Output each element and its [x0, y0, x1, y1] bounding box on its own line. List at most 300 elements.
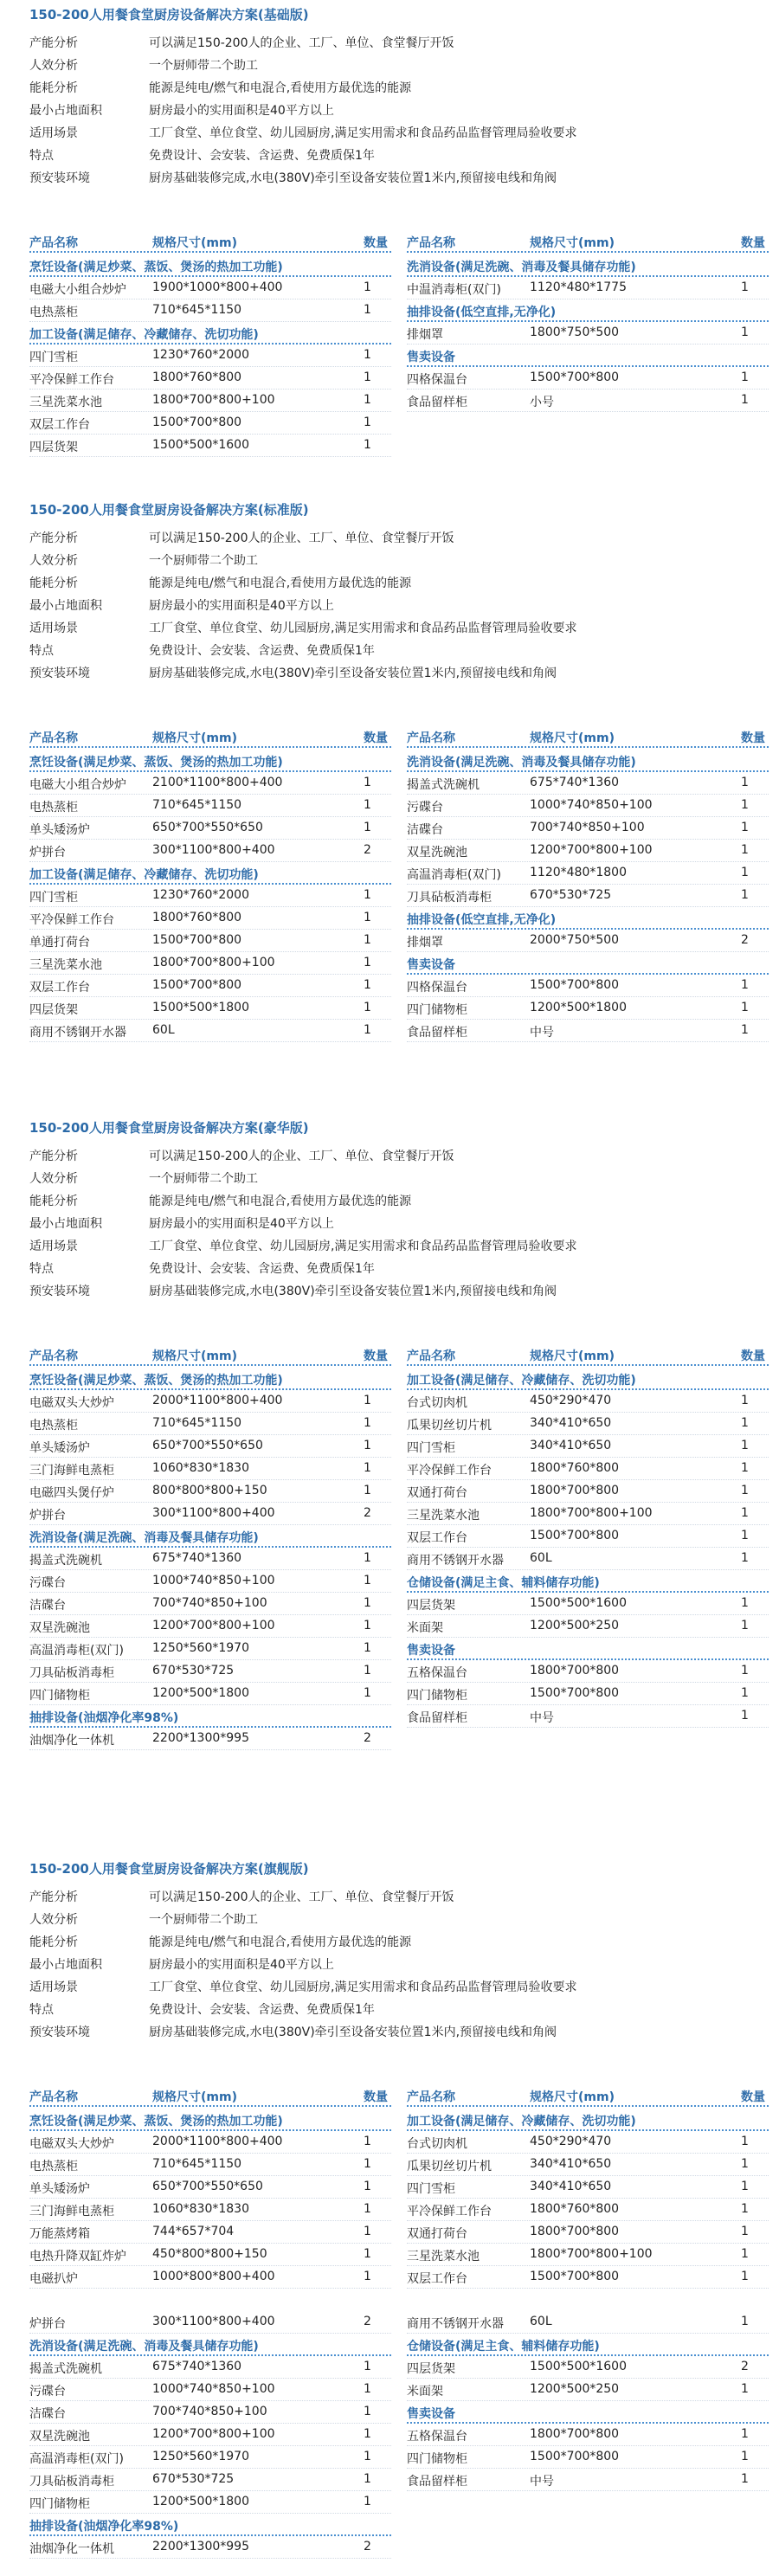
equipment-qty: 1 [741, 2427, 749, 2441]
info-label: 人效分析 [29, 1172, 78, 1186]
equipment-row [29, 2491, 391, 2514]
equipment-spec: 60L [530, 2315, 552, 2328]
equipment-spec: 1900*1000*800+400 [152, 280, 283, 294]
info-label: 能耗分析 [29, 1935, 78, 1949]
equipment-spec: 60L [530, 1551, 552, 1565]
equipment-qty: 1 [741, 1551, 749, 1565]
row-divider [407, 2490, 769, 2491]
header-divider [29, 1364, 391, 1366]
equipment-qty: 1 [741, 1619, 749, 1633]
header-spec: 规格尺寸(mm) [152, 731, 237, 745]
scheme-info [29, 1885, 762, 2043]
equipment-row [407, 2199, 769, 2221]
equipment-row [29, 2424, 391, 2446]
equipment-qty: 1 [364, 1439, 371, 1452]
equipment-qty: 1 [741, 2472, 749, 2486]
equipment-row [407, 2446, 769, 2469]
equipment-qty: 1 [741, 393, 749, 407]
equipment-qty: 1 [741, 1484, 749, 1497]
equipment-qty: 1 [741, 2157, 749, 2171]
equipment-spec: 1500*700*800 [530, 978, 620, 992]
category-row [407, 952, 769, 975]
equipment-spec: 1200*500*1800 [152, 1686, 249, 1700]
info-row [29, 1908, 762, 1930]
equipment-name: 单通打荷台 [29, 936, 90, 950]
equipment-row [29, 277, 391, 299]
row-divider [407, 1041, 769, 1042]
equipment-name: 电磁双头大炒炉 [29, 1396, 114, 1410]
category-label: 洗消设备(满足洗碗、消毒及餐具储存功能) [407, 261, 636, 274]
equipment-row [29, 1413, 391, 1435]
equipment-row [407, 1435, 769, 1458]
category-label: 加工设备(满足储存、冷藏储存、洗切功能) [407, 1374, 636, 1388]
equipment-qty: 1 [741, 280, 749, 294]
equipment-qty: 1 [741, 370, 749, 384]
equipment-row [29, 2469, 391, 2491]
equipment-row [407, 975, 769, 997]
info-label: 适用场景 [29, 1240, 78, 1253]
equipment-name: 万能蒸烤箱 [29, 2227, 90, 2241]
category-label: 洗消设备(满足洗碗、消毒及餐具储存功能) [29, 1531, 259, 1545]
equipment-row [407, 885, 769, 907]
info-label: 预安装环境 [29, 667, 90, 680]
info-label: 特点 [29, 644, 54, 658]
info-row [29, 639, 762, 661]
equipment-qty: 1 [364, 2180, 371, 2193]
equipment-qty: 1 [364, 438, 371, 452]
equipment-row [407, 1390, 769, 1413]
equipment-qty: 1 [741, 1023, 749, 1037]
equipment-row [407, 2469, 769, 2491]
category-label: 抽排设备(油烟净化率98%) [29, 1711, 179, 1725]
equipment-qty: 1 [741, 798, 749, 812]
category-label: 加工设备(满足储存、冷藏储存、洗切功能) [29, 868, 259, 882]
equipment-spec: 1250*560*1970 [152, 2450, 249, 2463]
equipment-spec: 700*740*850+100 [152, 2405, 267, 2418]
equipment-spec: 1060*830*1830 [152, 2202, 249, 2216]
info-label: 产能分析 [29, 531, 78, 545]
equipment-spec: 1230*760*2000 [152, 888, 249, 902]
category-label: 售卖设备 [407, 351, 455, 364]
header-qty: 数量 [364, 731, 388, 745]
equipment-spec: 670*530*725 [152, 1664, 235, 1678]
equipment-row [29, 2131, 391, 2154]
equipment-qty: 1 [741, 2450, 749, 2463]
equipment-spec: 中号 [530, 2475, 554, 2489]
equipment-qty: 1 [741, 2270, 749, 2283]
header-qty: 数量 [364, 236, 388, 250]
info-value: 厨房最小的实用面积是40平方以上 [149, 1958, 334, 1972]
equipment-row [407, 1705, 769, 1728]
equipment-spec: 1500*500*1800 [152, 1001, 249, 1014]
equipment-spec: 1500*700*800 [530, 2450, 620, 2463]
category-row [29, 1705, 391, 1728]
header-name: 产品名称 [407, 731, 455, 745]
equipment-name: 四门储物柜 [407, 1689, 467, 1703]
equipment-name: 刀具砧板消毒柜 [29, 1666, 114, 1680]
equipment-name: 揭盖式洗碗机 [407, 778, 480, 792]
info-value: 厨房基础装修完成,水电(380V)牵引至设备安装位置1米内,预留接电线和角阀 [149, 1285, 557, 1298]
info-label: 适用场景 [29, 621, 78, 635]
info-row [29, 571, 762, 594]
equipment-name: 三门海鲜电蒸柜 [29, 2205, 114, 2219]
equipment-spec: 2000*1100*800+400 [152, 2135, 283, 2148]
category-label: 加工设备(满足储存、冷藏储存、洗切功能) [29, 328, 259, 342]
equipment-row [29, 2536, 391, 2559]
equipment-spec: 300*1100*800+400 [152, 843, 275, 857]
info-value: 一个厨师带二个助工 [149, 1913, 258, 1927]
equipment-spec: 450*290*470 [530, 1394, 612, 1407]
equipment-spec: 670*530*725 [530, 888, 612, 902]
header-divider [29, 746, 391, 748]
info-row [29, 1930, 762, 1953]
equipment-row [407, 2379, 769, 2401]
equipment-row [29, 1458, 391, 1480]
equipment-spec: 1500*700*800 [152, 978, 242, 992]
equipment-spec: 1500*500*1600 [530, 2360, 627, 2373]
equipment-qty: 1 [741, 1416, 749, 1430]
header-qty: 数量 [741, 236, 765, 250]
equipment-name: 单头矮汤炉 [29, 1441, 90, 1455]
info-value: 一个厨师带二个助工 [149, 1172, 258, 1186]
category-label: 仓储设备(满足主食、辅料储存功能) [407, 2340, 600, 2354]
equipment-name: 双层工作台 [407, 1531, 467, 1545]
equipment-row [407, 277, 769, 299]
equipment-table-header [0, 230, 779, 253]
equipment-row [407, 1548, 769, 1570]
equipment-row [29, 2266, 391, 2289]
equipment-spec: 1250*560*1970 [152, 1641, 249, 1655]
info-label: 适用场景 [29, 1980, 78, 1994]
equipment-row [29, 840, 391, 862]
category-row [29, 862, 391, 885]
equipment-name: 单头矮汤炉 [29, 2182, 90, 2196]
equipment-spec: 1800*760*800 [152, 370, 242, 384]
equipment-qty: 1 [741, 978, 749, 992]
equipment-name: 四格保温台 [407, 373, 467, 387]
info-label: 特点 [29, 2003, 54, 2017]
category-row [29, 2514, 391, 2536]
equipment-qty: 1 [364, 303, 371, 317]
equipment-spec: 710*645*1150 [152, 798, 242, 812]
equipment-spec: 710*645*1150 [152, 1416, 242, 1430]
scheme-section [0, 5, 779, 500]
info-row [29, 1234, 762, 1257]
info-value: 厨房基础装修完成,水电(380V)牵引至设备安装位置1米内,预留接电线和角阀 [149, 2025, 557, 2039]
equipment-qty: 1 [364, 2135, 371, 2148]
equipment-qty: 2 [364, 1731, 371, 1745]
info-value: 能源是纯电/燃气和电混合,看使用方最优选的能源 [149, 1935, 412, 1949]
info-label: 预安装环境 [29, 171, 90, 185]
header-divider [407, 251, 769, 253]
equipment-name: 平冷保鲜工作台 [407, 1464, 492, 1478]
header-divider [407, 2105, 769, 2107]
equipment-column-left [29, 1368, 391, 1750]
equipment-spec: 小号 [530, 396, 554, 409]
info-value: 免费设计、会安装、含运费、免费质保1年 [149, 644, 375, 658]
header-spec: 规格尺寸(mm) [530, 236, 615, 250]
equipment-name: 电磁大小组合炒炉 [29, 778, 126, 792]
equipment-name: 刀具砧板消毒柜 [29, 2475, 114, 2489]
equipment-row [407, 2266, 769, 2289]
info-row [29, 661, 762, 684]
equipment-name: 洁碟台 [407, 823, 443, 837]
equipment-name: 中温消毒柜(双门) [407, 283, 501, 297]
equipment-row [407, 1480, 769, 1503]
category-label: 售卖设备 [407, 1644, 455, 1658]
equipment-row [29, 772, 391, 795]
equipment-spec: 60L [152, 1023, 175, 1037]
equipment-row [407, 322, 769, 345]
info-row [29, 166, 762, 189]
equipment-name: 油烟净化一体机 [29, 2542, 114, 2556]
equipment-qty: 1 [741, 1461, 749, 1475]
equipment-table-header [0, 1343, 779, 1366]
equipment-name: 电磁大小组合炒炉 [29, 283, 126, 297]
equipment-name: 四格保温台 [407, 981, 467, 995]
equipment-name: 双星洗碗池 [407, 846, 467, 860]
header-qty: 数量 [741, 731, 765, 745]
info-value: 能源是纯电/燃气和电混合,看使用方最优选的能源 [149, 1195, 412, 1208]
info-value: 厨房基础装修完成,水电(380V)牵引至设备安装位置1米内,预留接电线和角阀 [149, 171, 557, 185]
equipment-spec: 675*740*1360 [530, 776, 620, 789]
equipment-qty: 1 [364, 2427, 371, 2441]
equipment-row [29, 1615, 391, 1638]
equipment-row [29, 2379, 391, 2401]
equipment-qty: 1 [364, 1551, 371, 1565]
equipment-row [29, 1390, 391, 1413]
equipment-row [29, 1638, 391, 1660]
info-row [29, 1144, 762, 1167]
row-divider [29, 1041, 391, 1042]
equipment-qty: 1 [364, 2157, 371, 2171]
equipment-qty: 1 [364, 956, 371, 969]
equipment-qty: 1 [364, 2405, 371, 2418]
info-label: 能耗分析 [29, 576, 78, 590]
equipment-qty: 1 [364, 933, 371, 947]
equipment-spec: 1500*700*800 [152, 415, 242, 429]
equipment-name: 双层工作台 [29, 981, 90, 995]
equipment-name: 平冷保鲜工作台 [407, 2205, 492, 2219]
equipment-spec: 675*740*1360 [152, 1551, 242, 1565]
equipment-qty: 1 [741, 2315, 749, 2328]
row-divider [407, 411, 769, 412]
info-label: 特点 [29, 1262, 54, 1276]
info-label: 最小占地面积 [29, 104, 102, 118]
equipment-spec: 300*1100*800+400 [152, 1506, 275, 1520]
equipment-name: 双通打荷台 [407, 1486, 467, 1500]
equipment-qty: 1 [741, 2202, 749, 2216]
equipment-row [407, 817, 769, 840]
equipment-spec: 中号 [530, 1026, 554, 1040]
equipment-row [407, 2131, 769, 2154]
category-row [29, 1525, 391, 1548]
equipment-name: 三星洗菜水池 [407, 1509, 480, 1523]
spacer-row [407, 2289, 769, 2311]
equipment-name: 揭盖式洗碗机 [29, 1554, 102, 1568]
equipment-name: 排烟罩 [407, 328, 443, 342]
category-label: 烹饪设备(满足炒菜、蒸饭、煲汤的热加工功能) [29, 756, 283, 770]
info-value: 厨房最小的实用面积是40平方以上 [149, 1217, 334, 1231]
equipment-row [29, 1435, 391, 1458]
equipment-name: 电热蒸柜 [29, 1419, 78, 1433]
equipment-spec: 1800*700*800 [530, 2427, 620, 2441]
equipment-qty: 1 [364, 1394, 371, 1407]
info-value: 可以满足150-200人的企业、工厂、单位、食堂餐厅开饭 [149, 36, 454, 50]
header-qty: 数量 [741, 1349, 765, 1363]
equipment-spec: 1800*700*800 [530, 1484, 620, 1497]
category-row [407, 2334, 769, 2356]
equipment-qty: 1 [364, 393, 371, 407]
equipment-qty: 1 [364, 370, 371, 384]
category-row [29, 2109, 391, 2131]
equipment-name: 瓜果切丝切片机 [407, 1419, 492, 1433]
equipment-qty: 1 [364, 2450, 371, 2463]
equipment-row [407, 997, 769, 1020]
info-row [29, 144, 762, 166]
category-label: 售卖设备 [407, 2407, 455, 2421]
info-value: 工厂食堂、单位食堂、幼儿园厨房,满足实用需求和食品药品监督管理局验收要求 [149, 621, 577, 635]
equipment-qty: 1 [364, 776, 371, 789]
equipment-qty: 1 [364, 2472, 371, 2486]
equipment-row [29, 1593, 391, 1615]
equipment-name: 电热升降双缸炸炉 [29, 2250, 126, 2264]
equipment-spec: 1120*480*1800 [530, 866, 627, 879]
equipment-qty: 1 [364, 798, 371, 812]
category-row [407, 1570, 769, 1593]
equipment-name: 四层货架 [29, 441, 78, 454]
header-qty: 数量 [364, 2090, 388, 2104]
info-label: 最小占地面积 [29, 1217, 102, 1231]
equipment-spec: 1200*500*1800 [152, 2495, 249, 2508]
equipment-row [29, 345, 391, 367]
equipment-spec: 1500*700*800 [152, 933, 242, 947]
equipment-qty: 1 [741, 1686, 749, 1700]
equipment-row [29, 367, 391, 390]
equipment-qty: 1 [741, 1596, 749, 1610]
equipment-row [407, 840, 769, 862]
equipment-name: 三星洗菜水池 [29, 958, 102, 972]
equipment-name: 炉拼台 [29, 846, 66, 860]
equipment-spec: 1500*500*1600 [152, 438, 249, 452]
equipment-spec: 1800*700*800+100 [152, 393, 275, 407]
equipment-spec: 675*740*1360 [152, 2360, 242, 2373]
equipment-name: 炉拼台 [29, 1509, 66, 1523]
scheme-info [29, 1144, 762, 1302]
equipment-spec: 744*657*704 [152, 2225, 235, 2238]
info-value: 厨房基础装修完成,水电(380V)牵引至设备安装位置1米内,预留接电线和角阀 [149, 667, 557, 680]
header-name: 产品名称 [407, 1349, 455, 1363]
equipment-name: 双层工作台 [29, 418, 90, 432]
equipment-spec: 300*1100*800+400 [152, 2315, 275, 2328]
equipment-column-right [407, 750, 769, 1042]
equipment-name: 商用不锈钢开水器 [407, 1554, 504, 1568]
equipment-qty: 1 [364, 1023, 371, 1037]
info-row [29, 99, 762, 121]
equipment-row [29, 2311, 391, 2334]
equipment-qty: 1 [741, 2382, 749, 2396]
equipment-spec: 650*700*550*650 [152, 2180, 263, 2193]
equipment-name: 米面架 [407, 2385, 443, 2399]
scheme-section [0, 500, 779, 1118]
equipment-qty: 1 [741, 1394, 749, 1407]
category-row [29, 2334, 391, 2356]
info-row [29, 1998, 762, 2020]
equipment-row [407, 367, 769, 390]
equipment-row [29, 2154, 391, 2176]
info-value: 工厂食堂、单位食堂、幼儿园厨房,满足实用需求和食品药品监督管理局验收要求 [149, 126, 577, 140]
equipment-qty: 2 [741, 2360, 749, 2373]
equipment-spec: 700*740*850+100 [152, 1596, 267, 1610]
equipment-spec: 2000*1100*800+400 [152, 1394, 283, 1407]
equipment-spec: 700*740*850+100 [530, 821, 645, 834]
equipment-row [29, 907, 391, 930]
header-spec: 规格尺寸(mm) [152, 1349, 237, 1363]
info-value: 免费设计、会安装、含运费、免费质保1年 [149, 149, 375, 163]
header-spec: 规格尺寸(mm) [530, 2090, 615, 2104]
equipment-qty: 1 [364, 1461, 371, 1475]
info-row [29, 1212, 762, 1234]
equipment-table-header [0, 725, 779, 748]
equipment-column-right [407, 2109, 769, 2491]
info-label: 能耗分析 [29, 1195, 78, 1208]
equipment-name: 米面架 [407, 1621, 443, 1635]
equipment-qty: 1 [741, 1664, 749, 1678]
info-value: 可以满足150-200人的企业、工厂、单位、食堂餐厅开饭 [149, 531, 454, 545]
equipment-name: 污碟台 [29, 1576, 66, 1590]
category-label: 仓储设备(满足主食、辅料储存功能) [407, 1576, 600, 1590]
info-row [29, 1189, 762, 1212]
row-divider [29, 1749, 391, 1750]
category-row [407, 750, 769, 772]
equipment-name: 台式切肉机 [407, 2137, 467, 2151]
equipment-name: 电磁四头煲仔炉 [29, 1486, 114, 1500]
equipment-qty: 1 [741, 1506, 749, 1520]
equipment-name: 四层货架 [29, 1003, 78, 1017]
equipment-name: 四门储物柜 [29, 2497, 90, 2511]
equipment-row [407, 2244, 769, 2266]
header-name: 产品名称 [29, 1349, 78, 1363]
equipment-name: 双层工作台 [407, 2272, 467, 2286]
equipment-name: 三星洗菜水池 [29, 396, 102, 409]
equipment-row [29, 795, 391, 817]
equipment-name: 五格保温台 [407, 2430, 467, 2444]
info-row [29, 616, 762, 639]
equipment-name: 刀具砧板消毒柜 [407, 891, 492, 905]
category-row [29, 1368, 391, 1390]
info-label: 产能分析 [29, 1150, 78, 1163]
header-divider [29, 251, 391, 253]
equipment-name: 洁碟台 [29, 2407, 66, 2421]
equipment-name: 食品留样柜 [407, 2475, 467, 2489]
header-spec: 规格尺寸(mm) [152, 236, 237, 250]
equipment-qty: 1 [741, 888, 749, 902]
equipment-column-left [29, 254, 391, 457]
equipment-row [29, 1570, 391, 1593]
equipment-qty: 2 [364, 2315, 371, 2328]
equipment-row [29, 299, 391, 322]
info-label: 人效分析 [29, 1913, 78, 1927]
category-label: 售卖设备 [407, 958, 455, 972]
scheme-info [29, 526, 762, 684]
equipment-spec: 1800*700*800 [530, 2225, 620, 2238]
equipment-qty: 1 [364, 978, 371, 992]
category-row [407, 299, 769, 322]
equipment-row [407, 930, 769, 952]
equipment-name: 三星洗菜水池 [407, 2250, 480, 2264]
equipment-row [407, 2221, 769, 2244]
equipment-name: 双通打荷台 [407, 2227, 467, 2241]
